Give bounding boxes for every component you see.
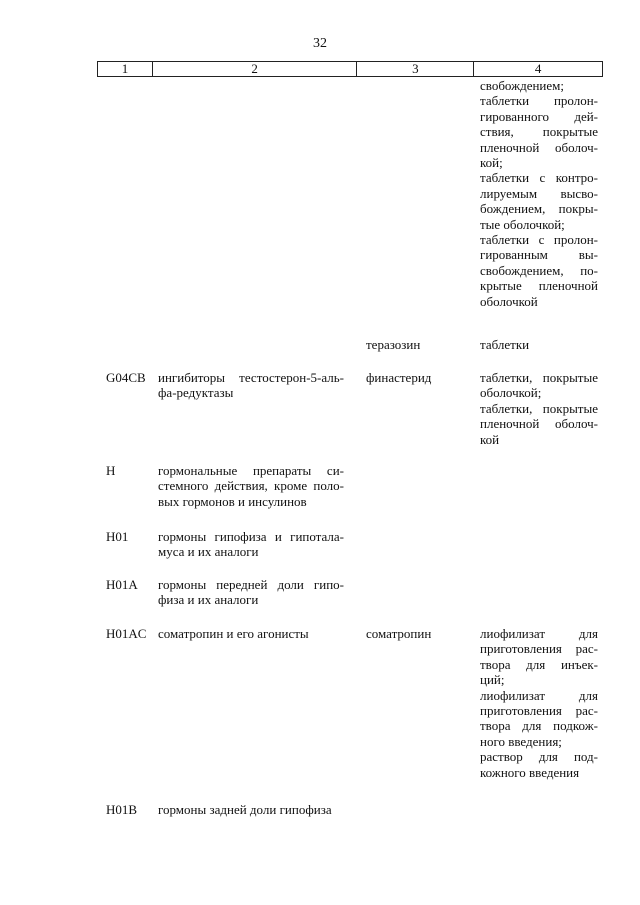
atc-code-h01: H01 (106, 529, 129, 544)
substance-somatropin: соматропин (366, 626, 432, 641)
group-name-h01a: гормоны передней доли гипо- физа и их аналоги (158, 577, 344, 608)
group-name-g04cb: ингибиторы тестостерон-5-аль- фа-редуктазы (158, 370, 344, 401)
page-number: 32 (313, 36, 327, 51)
substance-terazosin: теразозин (366, 337, 421, 352)
atc-code-g04cb: G04CB (106, 370, 146, 385)
dosage-form-somatropin: лиофилизат для приготовления рас- твора для инъек- ций; лиофилизат для приготовления рас- твора для подкож- ного введения; раствор для под- кожного введения (480, 626, 598, 780)
group-name-h01b: гормоны задней доли гипофиза (158, 802, 332, 817)
column-header-row (97, 61, 603, 77)
column-header-1: 1 (98, 62, 153, 77)
column-header-2: 2 (152, 62, 357, 77)
atc-code-h01b: H01B (106, 802, 138, 817)
column-header-4: 4 (474, 62, 603, 77)
column-header-3: 3 (357, 62, 474, 77)
dosage-form-terazosin: таблетки (480, 337, 530, 352)
group-name-h01: гормоны гипофиза и гипотала- муса и их аналоги (158, 529, 344, 560)
dosage-form-finasteride: таблетки, покрытые оболочкой; таблетки, покрытые пленочной оболоч- кой (480, 370, 598, 447)
continuation-dosage-forms: свобождением; таблетки пролон- гированного дей- ствия, покрытые пленочной оболоч- кой; таблетки с контро- лируемым высво- бождением, покры- тые оболочкой; таблетки с пролон- гированным вы- свобождением, по- крытые пленочной оболочкой (480, 78, 598, 309)
group-name-h01ac: соматропин и его агонисты (158, 626, 309, 641)
atc-code-h01ac: H01AC (106, 626, 147, 641)
atc-code-h: H (106, 463, 116, 478)
group-name-h: гормональные препараты си- стемного действия, кроме поло- вых гормонов и инсулинов (158, 463, 344, 509)
atc-code-h01a: H01A (106, 577, 138, 592)
substance-finasteride: финастерид (366, 370, 432, 385)
